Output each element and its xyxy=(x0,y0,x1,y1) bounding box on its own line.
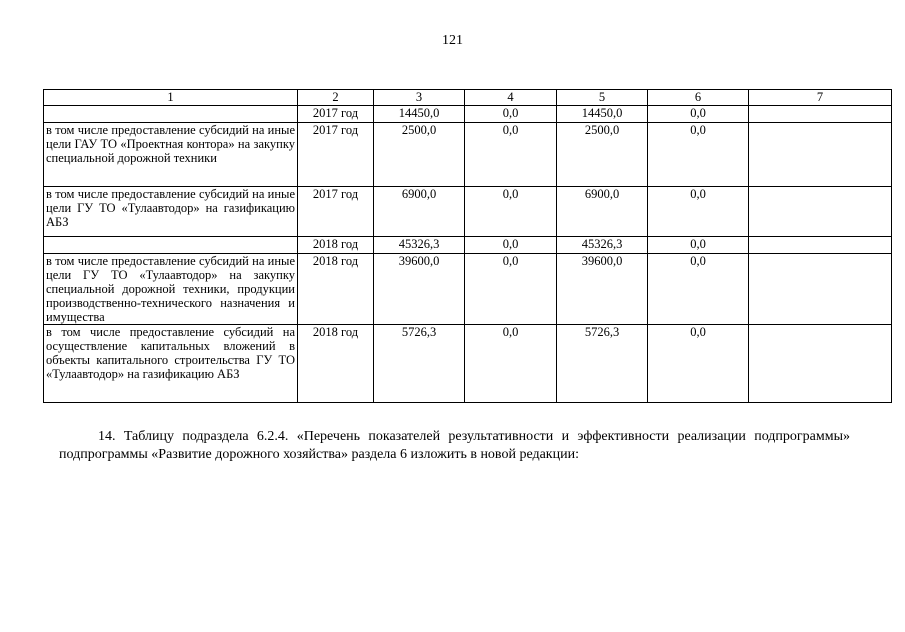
table-row xyxy=(44,254,892,325)
header-cell: 7 xyxy=(749,90,892,106)
row-value: 0,0 xyxy=(648,254,749,325)
row-value: 0,0 xyxy=(465,325,557,403)
header-cell: 5 xyxy=(557,90,648,106)
table-row xyxy=(44,187,892,237)
row-value: 45326,3 xyxy=(374,237,465,254)
row-value: 0,0 xyxy=(465,187,557,237)
row-description xyxy=(44,106,298,123)
row-value: 14450,0 xyxy=(374,106,465,123)
row-year: 2018 год xyxy=(298,254,374,325)
table-row xyxy=(44,123,892,187)
row-value: 5726,3 xyxy=(374,325,465,403)
row-value: 0,0 xyxy=(648,325,749,403)
row-value: 0,0 xyxy=(465,123,557,187)
row-note xyxy=(749,123,892,187)
budget-table xyxy=(43,89,892,403)
row-value: 39600,0 xyxy=(374,254,465,325)
row-value: 0,0 xyxy=(648,123,749,187)
row-description: в том числе предоставление субсидий на иные цели ГАУ ТО «Проектная контора» на закупку специальной дорожной техники xyxy=(44,123,298,187)
table-row xyxy=(44,325,892,403)
row-value: 45326,3 xyxy=(557,237,648,254)
header-cell: 2 xyxy=(298,90,374,106)
header-cell: 6 xyxy=(648,90,749,106)
row-description: в том числе предоставление субсидий на иные цели ГУ ТО «Тулаавтодор» на закупку специальной дорожной техники, продукции производственно-технического назначения и имущества xyxy=(44,254,298,325)
table-row xyxy=(44,237,892,254)
row-value: 0,0 xyxy=(465,237,557,254)
row-year: 2017 год xyxy=(298,123,374,187)
table-header-row xyxy=(44,90,892,106)
row-value: 0,0 xyxy=(465,106,557,123)
row-value: 0,0 xyxy=(465,254,557,325)
body-paragraph: 14. Таблицу подраздела 6.2.4. «Перечень показателей результативности и эффективности реализации подпрограммы» подпрограммы «Развитие дорожного хозяйства» раздела 6 изложить в новой редакции: xyxy=(59,429,850,462)
row-note xyxy=(749,325,892,403)
row-value: 6900,0 xyxy=(374,187,465,237)
row-value: 2500,0 xyxy=(374,123,465,187)
page-number: 121 xyxy=(442,33,463,48)
row-description xyxy=(44,237,298,254)
row-value: 14450,0 xyxy=(557,106,648,123)
row-description: в том числе предоставление субсидий на осуществление капитальных вложений в объекты капитального строительства ГУ ТО «Тулаавтодор» на газификацию АБЗ xyxy=(44,325,298,403)
row-note xyxy=(749,106,892,123)
header-cell: 3 xyxy=(374,90,465,106)
row-value: 5726,3 xyxy=(557,325,648,403)
row-note xyxy=(749,187,892,237)
row-value: 6900,0 xyxy=(557,187,648,237)
row-year: 2018 год xyxy=(298,325,374,403)
row-year: 2018 год xyxy=(298,237,374,254)
row-note xyxy=(749,254,892,325)
row-year: 2017 год xyxy=(298,106,374,123)
header-cell: 1 xyxy=(44,90,298,106)
row-description: в том числе предоставление субсидий на иные цели ГУ ТО «Тулаавтодор» на газификацию АБЗ xyxy=(44,187,298,237)
row-value: 2500,0 xyxy=(557,123,648,187)
row-value: 0,0 xyxy=(648,187,749,237)
row-value: 0,0 xyxy=(648,237,749,254)
row-value: 0,0 xyxy=(648,106,749,123)
row-year: 2017 год xyxy=(298,187,374,237)
row-value: 39600,0 xyxy=(557,254,648,325)
table-row xyxy=(44,106,892,123)
row-note xyxy=(749,237,892,254)
header-cell: 4 xyxy=(465,90,557,106)
